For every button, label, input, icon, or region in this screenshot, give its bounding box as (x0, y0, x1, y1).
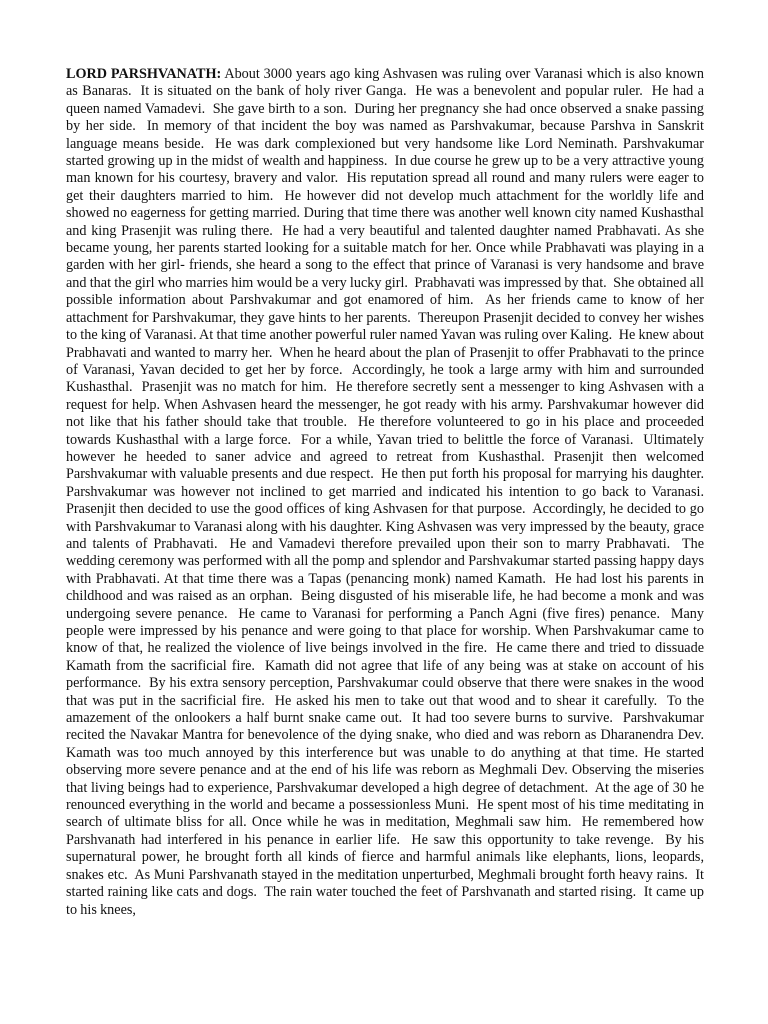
document-page (66, 66, 714, 1016)
body-paragraph (66, 66, 714, 919)
body-text: About 3000 years ago king Ashvasen was ruling over Varanasi which is also known as Banaras. It is situated on the bank of holy river Ganga. He was a benevolent and popular ruler. He had a queen named Vamadevi. She gave birth to a son. During her pregnancy she had once observed a snake passing by her side. In memory of that incident the boy was named as Parshvakumar, because Parshva in Sanskrit language means beside. He was dark complexioned but very handsome like Lord Neminath. Parshvakumar started growing up in the midst of wealth and happiness. In due course he grew up to be a very attractive young man known for his courtesy, bravery and valor. His reputation spread all round and many rulers were eager to get their daughters married to him. He however did not develop much attachment for the worldly life and showed no eagerness for getting married. During that time there was another well known city named Kushasthal and king Prasenjit was ruling there. He had a very beautiful and talented daughter named Prabhavati. As she became young, her parents started looking for a suitable match for her. Once while Prabhavati was playing in a garden with her girl- friends, she heard a song to the effect that prince of Varanasi is very handsome and brave and that the girl who marries him would be a very lucky girl. Prabhavati was impressed by that. She obtained all possible information about Parshvakumar and got enamored of him. As her friends came to know of her attachment for Parshvakumar, they gave hints to her parents. Thereupon Prasenjit decided to convey her wishes to the king of Varanasi. At that time another powerful ruler named Yavan was ruling over Kaling. He knew about Prabhavati and wanted to marry her. When he heard about the plan of Prasenjit to offer Prabhavati to the prince of Varanasi, Yavan decided to get her by force. Accordingly, he took a large army with him and surrounded Kushasthal. Prasenjit was no match for him. He therefore secretly sent a messenger to king Ashvasen with a request for help. When Ashvasen heard the messenger, he got ready with his army. Parshvakumar however did not like that his father should take that trouble. He therefore volunteered to go in his place and proceeded towards Kushasthal with a large force. For a while, Yavan tried to belittle the force of Varanasi. Ultimately however he heeded to saner advice and agreed to retreat from Kushasthal. Prasenjit then welcomed Parshvakumar with valuable presents and due respect. He then put forth his proposal for marrying his daughter. Parshvakumar was however not inclined to get married and indicated his intention to go back to Varanasi. Prasenjit then decided to use the good offices of king Ashvasen for that purpose. Accordingly, he decided to go with Parshvakumar to Varanasi along with his daughter. King Ashvasen was very impressed by the beauty, grace and talents of Prabhavati. He and Vamadevi therefore prevailed upon their son to marry Prabhavati. The wedding ceremony was performed with all the pomp and splendor and Parshvakumar started passing happy days with Prabhavati. At that time there was a Tapas (penancing monk) named Kamath. He had lost his parents in childhood and was raised as an orphan. Being disgusted of his miserable life, he had become a monk and was undergoing severe penance. He came to Varanasi for performing a Panch Agni (five fires) penance. Many people were impressed by his penance and were going to that place for worship. When Parshvakumar came to know of that, he realized the violence of live beings involved in the fire. He came there and tried to dissuade Kamath from the sacrificial fire. Kamath did not agree that life of any being was at stake on account of his performance. By his extra sensory perception, Parshvakumar could observe that there were snakes in the wood that was put in the sacrificial fire. He asked his men to take out that wood and to shear it carefully. To the amazement of the onlookers a half burnt snake came out. It had too severe burns to survive. Parshvakumar recited the Navakar Mantra for benevolence of the dying snake, who died and was reborn as Dharanendra Dev. Kamath was too much annoyed by this interference but was unable to do anything at that time. He started observing more severe penance and at the end of his life was reborn as Meghmali Dev. Observing the miseries that living beings had to experience, Parshvakumar developed a high degree of detachment. At the age of 30 he renounced everything in the world and became a possessionless Muni. He spent most of his time meditating in search of ultimate bliss for all. Once while he was in meditation, Meghmali saw him. He remembered how Parshvanath had interfered in his penance in earlier life. He saw this opportunity to take revenge. By his supernatural power, he brought forth all kinds of fierce and harmful animals like elephants, lions, leopards, snakes etc. As Muni Parshvanath stayed in the meditation unperturbed, Meghmali brought forth heavy rains. It started raining like cats and dogs. The rain water touched the feet of Parshvanath and started rising. It came up to his knees, (66, 66, 714, 918)
section-heading: LORD PARSHVANATH: (66, 66, 222, 82)
